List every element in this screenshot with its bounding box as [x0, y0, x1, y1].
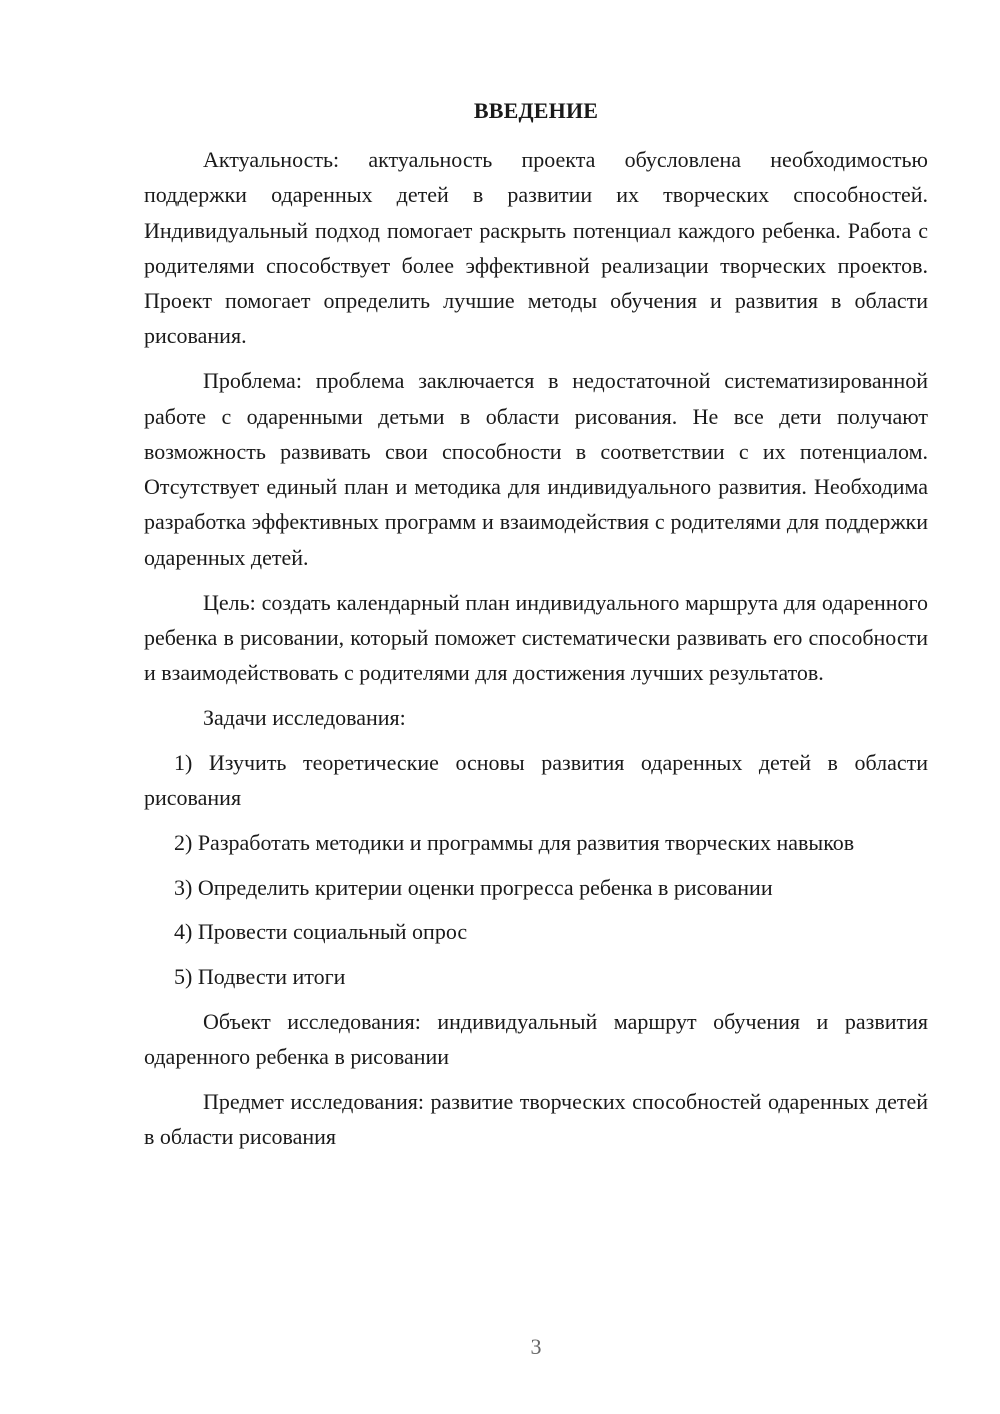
- document-page: [144, 0, 928, 1414]
- page-number: 3: [530, 1334, 542, 1359]
- paragraph-relevance: Актуальность: актуальность проекта обусловлена необходимостью поддержки одаренных детей в развитии их творческих способностей. Индивидуальный подход помогает раскрыть потенциал каждого ребенка. Работа с родителями способствует более эффективной реализации творческих проектов. Проект помогает определить лучшие методы обучения и развития в области рисования.: [144, 147, 928, 349]
- paragraph-tasks-heading: Задачи исследования:: [203, 704, 406, 730]
- paragraph-problem: Проблема: проблема заключается в недостаточной систематизированной работе с одаренными детьми в области рисования. Не все дети получают возможность развивать свои способности в соответствии с их потенциалом. Отсутствует единый план и методика для индивидуального развития. Необходима разработка эффективных программ и взаимодействия с родителями для поддержки одаренных детей.: [144, 368, 928, 570]
- task-item-2: 2) Разработать методики и программы для развития творческих навыков: [174, 829, 855, 855]
- task-item-3: 3) Определить критерии оценки прогресса ребенка в рисовании: [174, 874, 773, 900]
- paragraph-object: Объект исследования: индивидуальный маршрут обучения и развития одаренного ребенка в рисовании: [144, 1009, 928, 1070]
- paragraph-goal: Цель: создать календарный план индивидуального маршрута для одаренного ребенка в рисовании, который поможет систематически развивать его способности и взаимодействовать с родителями для достижения лучших результатов.: [144, 589, 928, 686]
- task-item-5: 5) Подвести итоги: [174, 964, 346, 990]
- task-item-4: 4) Провести социальный опрос: [174, 919, 468, 945]
- task-item-1: 1) Изучить теоретические основы развития одаренных детей в области рисования: [144, 749, 928, 811]
- page-title: ВВЕДЕНИЕ: [473, 98, 599, 123]
- paragraph-subject: Предмет исследования: развитие творческих способностей одаренных детей в области рисования: [144, 1089, 928, 1150]
- document-body: [144, 142, 928, 1155]
